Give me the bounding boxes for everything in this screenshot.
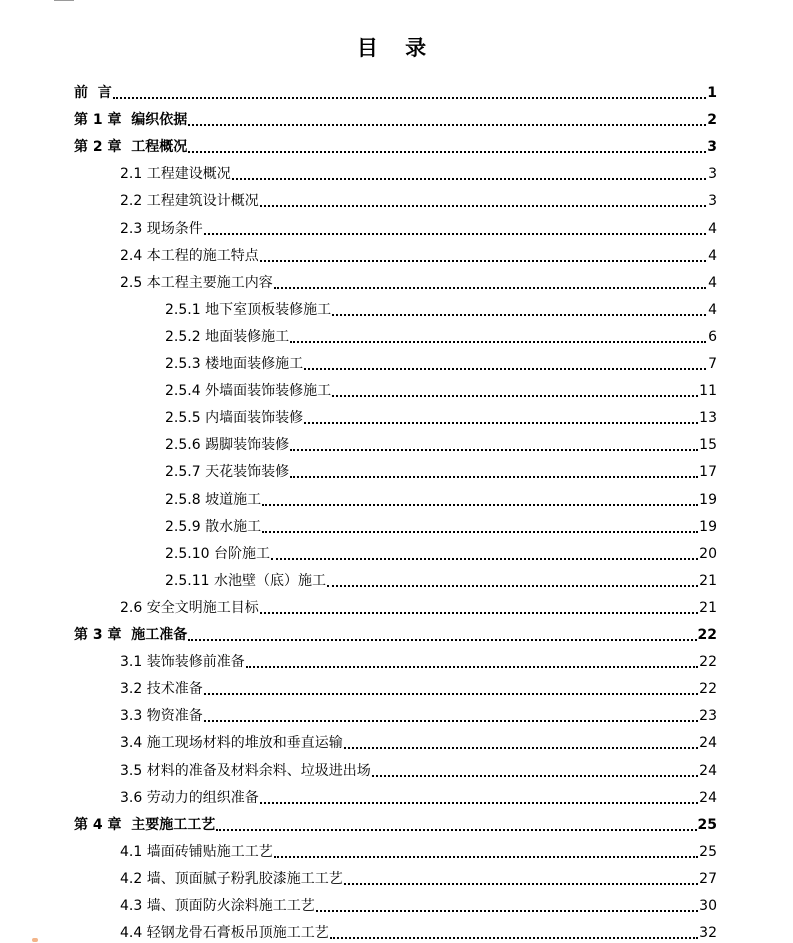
toc-entry-label: 第 1 章 编织依据 bbox=[74, 112, 188, 129]
toc-entry-page: 19 bbox=[699, 491, 717, 508]
toc-dot-leader bbox=[260, 802, 698, 804]
toc-entry[interactable] bbox=[165, 564, 717, 591]
toc-entry-label: 2.5.7 天花装饰装修 bbox=[165, 464, 290, 481]
toc-entry-page: 4 bbox=[708, 301, 717, 318]
toc-entry-label: 第 3 章 施工准备 bbox=[74, 627, 188, 643]
toc-entry-label: 2.5.8 坡道施工 bbox=[165, 491, 262, 508]
toc-dot-leader bbox=[260, 612, 698, 614]
toc-entry-label: 2.5.9 散水施工 bbox=[165, 518, 262, 535]
toc-entry-label: 3.5 材料的准备及材料余料、垃圾进出场 bbox=[120, 762, 371, 779]
toc-entry-label: 2.5.3 楼地面装修施工 bbox=[165, 356, 304, 372]
toc-entry[interactable] bbox=[165, 374, 717, 401]
toc-entry[interactable] bbox=[74, 103, 717, 130]
toc-entry[interactable] bbox=[165, 401, 717, 428]
toc-entry[interactable] bbox=[165, 455, 717, 482]
toc-dot-leader bbox=[204, 233, 706, 235]
toc-entry[interactable] bbox=[120, 889, 717, 916]
toc-entry[interactable] bbox=[74, 618, 717, 645]
toc-entry-page: 2 bbox=[707, 112, 717, 129]
toc-entry-label: 2.2 工程建筑设计概况 bbox=[120, 193, 259, 210]
toc-entry-page: 7 bbox=[708, 356, 717, 372]
toc-entry-page: 24 bbox=[699, 762, 717, 779]
toc-entry-label: 4.3 墙、顶面防火涂料施工工艺 bbox=[120, 898, 315, 914]
page-edge-mark bbox=[32, 938, 38, 942]
toc-entry[interactable] bbox=[120, 862, 717, 889]
toc-entry-page: 32 bbox=[699, 925, 717, 942]
toc-dot-leader bbox=[290, 476, 698, 478]
toc-entry-label: 4.2 墙、顶面腻子粉乳胶漆施工工艺 bbox=[120, 870, 343, 887]
toc-dot-leader bbox=[274, 287, 706, 289]
toc-entry-label: 3.1 装饰装修前准备 bbox=[120, 654, 245, 671]
toc-entry-label: 2.5.10 台阶施工 bbox=[165, 545, 270, 562]
toc-entry-label: 2.5.2 地面装修施工 bbox=[165, 328, 290, 345]
toc-entry[interactable] bbox=[120, 781, 717, 808]
toc-entry-label: 3.6 劳动力的组织准备 bbox=[120, 789, 259, 806]
toc-entry[interactable] bbox=[74, 130, 717, 157]
toc-entry[interactable] bbox=[120, 726, 717, 753]
toc-entry[interactable] bbox=[165, 347, 717, 374]
toc-entry-label: 3.2 技术准备 bbox=[120, 681, 203, 698]
toc-dot-leader bbox=[204, 720, 698, 722]
toc-entry-page: 3 bbox=[707, 139, 717, 156]
toc-entry-page: 23 bbox=[699, 708, 717, 725]
toc-entry-page: 25 bbox=[697, 816, 717, 833]
toc-title: 目 录 bbox=[356, 36, 437, 60]
toc-entry[interactable] bbox=[165, 320, 717, 347]
toc-entry[interactable] bbox=[74, 808, 717, 835]
toc-entry-page: 15 bbox=[699, 437, 717, 454]
toc-entry-page: 25 bbox=[699, 843, 717, 860]
toc-entry[interactable] bbox=[120, 754, 717, 781]
toc-dot-leader bbox=[372, 775, 698, 777]
toc-dot-leader bbox=[204, 693, 698, 695]
toc-entry-page: 11 bbox=[699, 383, 717, 400]
toc-entry-page: 30 bbox=[699, 898, 717, 914]
toc-entry-page: 22 bbox=[699, 681, 717, 698]
toc-entry-label: 2.1 工程建设概况 bbox=[120, 166, 231, 183]
toc-entry[interactable] bbox=[120, 239, 717, 266]
toc-entry-label: 2.5.6 踢脚装饰装修 bbox=[165, 437, 290, 454]
toc-entry-page: 3 bbox=[708, 166, 717, 183]
page-corner-mark-left bbox=[54, 0, 74, 2]
toc-dot-leader bbox=[290, 449, 698, 451]
toc-entry-page: 27 bbox=[699, 870, 717, 887]
toc-dot-leader bbox=[344, 883, 698, 885]
toc-dot-leader bbox=[260, 205, 706, 207]
toc-entry-page: 21 bbox=[699, 599, 717, 616]
toc-entry-page: 3 bbox=[708, 193, 717, 210]
toc-dot-leader bbox=[330, 937, 698, 939]
toc-entry[interactable] bbox=[120, 591, 717, 618]
toc-entry-label: 第 4 章 主要施工工艺 bbox=[74, 816, 216, 833]
toc-entry[interactable] bbox=[120, 184, 717, 211]
toc-dot-leader bbox=[188, 124, 706, 126]
toc-entry-label: 2.6 安全文明施工目标 bbox=[120, 599, 259, 616]
toc-dot-leader bbox=[262, 531, 698, 533]
toc-entry[interactable] bbox=[120, 645, 717, 672]
toc-entry-label: 2.5.11 水池壁（底）施工 bbox=[165, 572, 326, 589]
toc-dot-leader bbox=[304, 368, 706, 370]
toc-entry-page: 22 bbox=[697, 627, 717, 643]
toc-entry-label: 2.5.1 地下室顶板装修施工 bbox=[165, 301, 332, 318]
toc-entry-label: 2.5.4 外墙面装饰装修施工 bbox=[165, 383, 332, 400]
toc-dot-leader bbox=[304, 422, 698, 424]
toc-dot-leader bbox=[188, 639, 696, 641]
toc-entry[interactable] bbox=[165, 483, 717, 510]
toc-entry-label: 前 言 bbox=[74, 85, 112, 101]
toc-entry[interactable] bbox=[120, 212, 717, 239]
toc-entry-page: 22 bbox=[699, 654, 717, 671]
toc-entry-label: 2.5.5 内墙面装饰装修 bbox=[165, 410, 304, 427]
toc-dot-leader bbox=[232, 178, 706, 180]
toc-dot-leader bbox=[216, 829, 696, 831]
toc-entry-label: 2.3 现场条件 bbox=[120, 220, 203, 237]
toc-entry[interactable] bbox=[120, 699, 717, 726]
toc-entry-page: 21 bbox=[699, 572, 717, 589]
toc-dot-leader bbox=[316, 910, 698, 912]
toc-entry[interactable] bbox=[165, 537, 717, 564]
toc-dot-leader bbox=[274, 856, 698, 858]
toc-entry-page: 6 bbox=[708, 328, 717, 345]
toc-entry-label: 2.5 本工程主要施工内容 bbox=[120, 274, 273, 291]
toc-dot-leader bbox=[188, 151, 706, 153]
toc-entry-page: 4 bbox=[708, 220, 717, 237]
toc-entry-page: 1 bbox=[707, 85, 717, 101]
toc-entry-page: 4 bbox=[708, 247, 717, 264]
toc-entry-page: 17 bbox=[699, 464, 717, 481]
toc-entry[interactable] bbox=[120, 672, 717, 699]
toc-entry[interactable] bbox=[74, 76, 717, 103]
toc-dot-leader bbox=[290, 341, 706, 343]
toc-entry-page: 19 bbox=[699, 518, 717, 535]
toc-entry[interactable] bbox=[120, 916, 717, 943]
toc-dot-leader bbox=[113, 97, 706, 99]
toc-dot-leader bbox=[327, 585, 698, 587]
toc-entry[interactable] bbox=[120, 266, 717, 293]
toc-entry-label: 3.4 施工现场材料的堆放和垂直运输 bbox=[120, 735, 343, 752]
toc-entry[interactable] bbox=[120, 157, 717, 184]
toc-dot-leader bbox=[260, 260, 706, 262]
toc-entry-label: 4.4 轻钢龙骨石膏板吊顶施工工艺 bbox=[120, 925, 329, 942]
toc-dot-leader bbox=[332, 314, 706, 316]
toc-entry[interactable] bbox=[165, 293, 717, 320]
toc-entry-label: 4.1 墙面砖铺贴施工工艺 bbox=[120, 843, 273, 860]
toc-entry[interactable] bbox=[120, 835, 717, 862]
toc-entry-page: 4 bbox=[708, 274, 717, 291]
toc-dot-leader bbox=[271, 558, 698, 560]
toc-entry-label: 2.4 本工程的施工特点 bbox=[120, 247, 259, 264]
toc-entry-page: 20 bbox=[699, 545, 717, 562]
toc-entry[interactable] bbox=[165, 510, 717, 537]
toc-entry-label: 第 2 章 工程概况 bbox=[74, 139, 188, 156]
toc-dot-leader bbox=[262, 504, 698, 506]
toc-entry-page: 24 bbox=[699, 735, 717, 752]
toc-entry-label: 3.3 物资准备 bbox=[120, 708, 203, 725]
toc-dot-leader bbox=[332, 395, 698, 397]
toc-entry[interactable] bbox=[165, 428, 717, 455]
toc-dot-leader bbox=[246, 666, 698, 668]
toc-dot-leader bbox=[344, 747, 698, 749]
toc-entry-page: 24 bbox=[699, 789, 717, 806]
toc-entry-page: 13 bbox=[699, 410, 717, 427]
